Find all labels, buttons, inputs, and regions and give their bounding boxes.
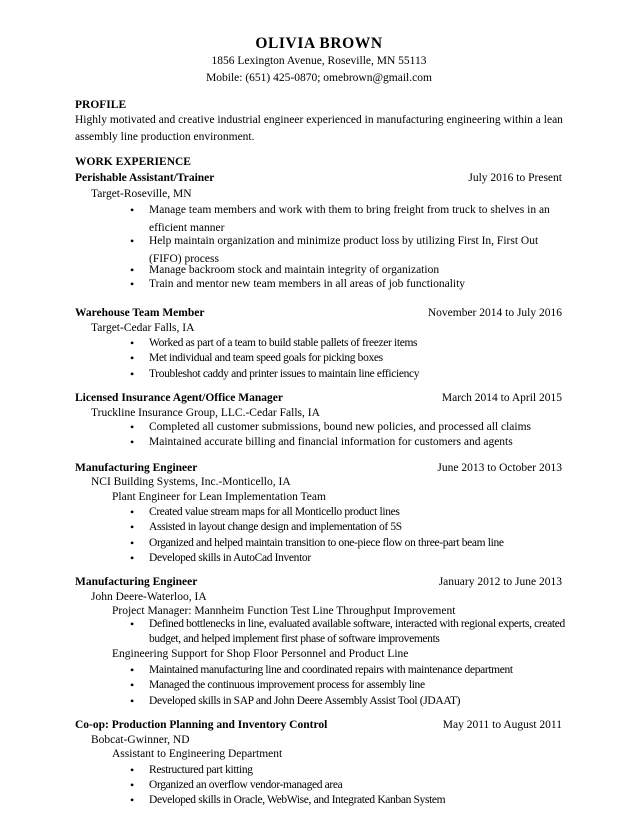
- job-dates: November 2014 to July 2016: [427, 307, 562, 319]
- job-bullet: • Met individual and team speed goals for picking boxes: [149, 350, 569, 368]
- job-bullet: • Organized an overflow vendor-managed area: [149, 777, 569, 795]
- job-dates: July 2016 to Present: [468, 172, 562, 184]
- job-title: Manufacturing Engineer: [75, 576, 198, 588]
- job-dates: May 2011 to August 2011: [442, 719, 562, 731]
- job-bullet: • Restructured part kitting: [149, 762, 569, 780]
- job-bullet: • Assisted in layout change design and implementation of 5S: [149, 519, 569, 537]
- job-title: Licensed Insurance Agent/Office Manager: [75, 392, 283, 404]
- job-bullet: • Developed skills in SAP and John Deere Assembly Assist Tool (JDAAT): [149, 693, 569, 711]
- job-company: John Deere-Waterloo, IA: [91, 591, 207, 603]
- job-bullet: • Maintained manufacturing line and coordinated repairs with maintenance department: [149, 662, 569, 680]
- address-line: 1856 Lexington Avenue, Roseville, MN 55113: [211, 55, 427, 67]
- job-title: Manufacturing Engineer: [75, 462, 198, 474]
- job-bullet: • Worked as part of a team to build stable pallets of freezer items: [149, 335, 569, 353]
- job-bullet: • Organized and helped maintain transition to one-piece flow on three-part beam line: [149, 535, 569, 553]
- job-bullet: • Help maintain organization and minimize product loss by utilizing First In, First Out (FIFO) process: [149, 233, 569, 268]
- job-subrole: Plant Engineer for Lean Implementation Team: [112, 491, 326, 503]
- job-bullet: • Managed the continuous improvement process for assembly line: [149, 677, 569, 695]
- job-company: NCI Building Systems, Inc.-Monticello, IA: [91, 476, 291, 488]
- job-bullet: • Manage backroom stock and maintain integrity of organization: [149, 262, 569, 280]
- job-subrole: Engineering Support for Shop Floor Personnel and Product Line: [112, 648, 409, 660]
- job-bullet: • Developed skills in Oracle, WebWise, and Integrated Kanban System: [149, 792, 569, 810]
- job-company: Bobcat-Gwinner, ND: [91, 734, 190, 746]
- job-subrole: Project Manager: Mannheim Function Test Line Throughput Improvement: [112, 605, 456, 617]
- job-company: Target-Roseville, MN: [91, 188, 192, 200]
- candidate-name: OLIVIA BROWN: [255, 35, 383, 52]
- job-subrole: Assistant to Engineering Department: [112, 748, 283, 760]
- job-title: Co-op: Production Planning and Inventory Control: [75, 719, 328, 731]
- job-dates: March 2014 to April 2015: [441, 392, 562, 404]
- job-company: Truckline Insurance Group, LLC.-Cedar Falls, IA: [91, 407, 320, 419]
- job-bullet: • Maintained accurate billing and financial information for customers and agents: [149, 434, 569, 452]
- job-bullet: • Manage team members and work with them to bring freight from truck to shelves in an efficient manner: [149, 202, 569, 237]
- job-bullet: • Defined bottlenecks in line, evaluated available software, interacted with regional experts, created budget, and helped implement first phase of software improvements: [149, 617, 569, 647]
- profile-text: Highly motivated and creative industrial engineer experienced in manufacturing engineering within a lean assembly line production environment.: [75, 114, 563, 143]
- job-bullet: • Troubleshot caddy and printer issues to maintain line efficiency: [149, 366, 569, 384]
- contact-line: Mobile: (651) 425-0870; omebrown@gmail.com: [206, 72, 432, 84]
- job-title: Perishable Assistant/Trainer: [75, 172, 215, 184]
- job-dates: January 2012 to June 2013: [438, 576, 562, 588]
- profile-heading: PROFILE: [75, 99, 127, 111]
- job-dates: June 2013 to October 2013: [437, 462, 562, 474]
- job-bullet: • Train and mentor new team members in all areas of job functionality: [149, 276, 569, 294]
- job-company: Target-Cedar Falls, IA: [91, 322, 195, 334]
- job-bullet: • Developed skills in AutoCad Inventor: [149, 550, 569, 568]
- work-experience-heading: WORK EXPERIENCE: [75, 156, 191, 168]
- job-bullet: • Created value stream maps for all Monticello product lines: [149, 504, 569, 522]
- job-bullet: • Completed all customer submissions, bound new policies, and processed all claims: [149, 419, 569, 437]
- job-title: Warehouse Team Member: [75, 307, 205, 319]
